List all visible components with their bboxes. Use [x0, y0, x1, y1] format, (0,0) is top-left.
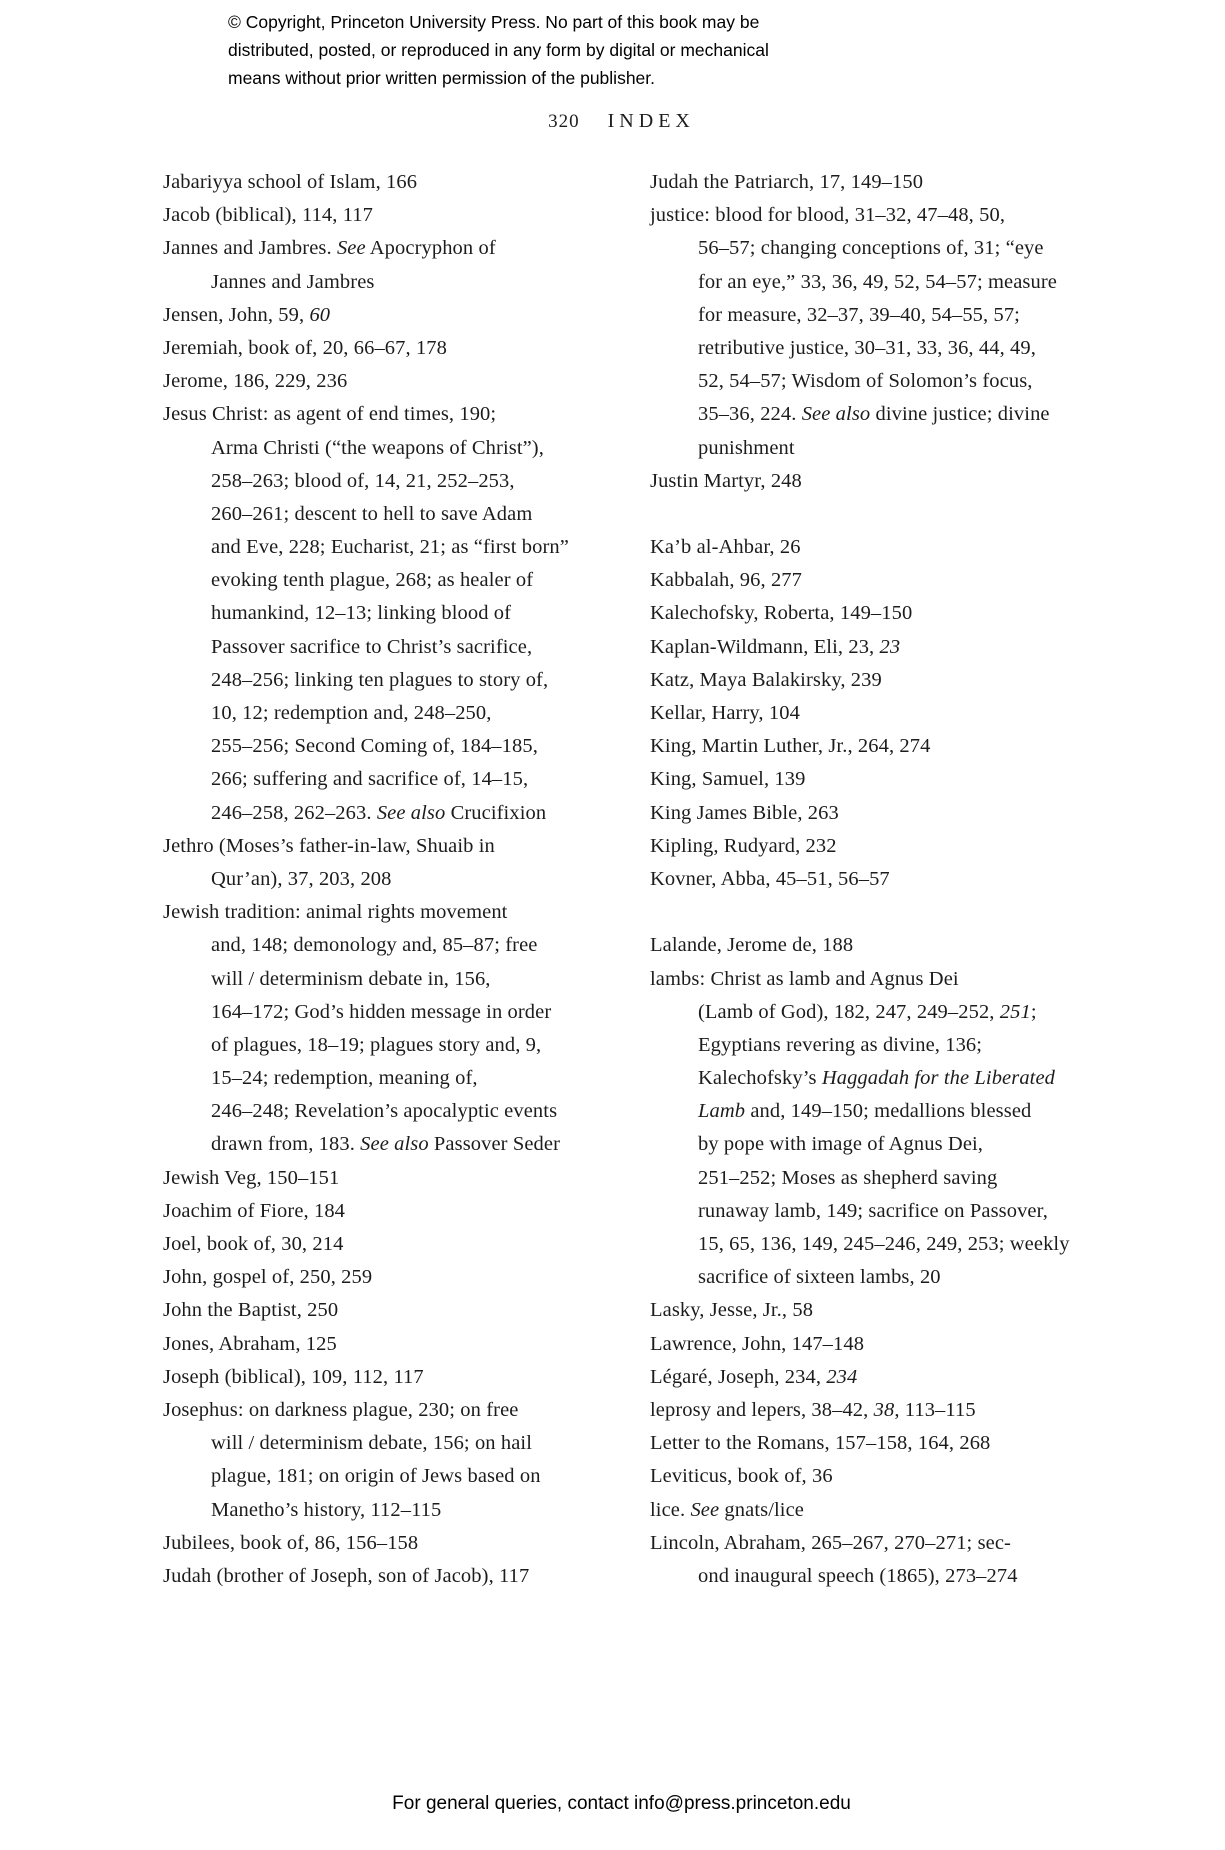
index-line: will / determinism debate, 156; on hail [211, 1432, 533, 1455]
index-line: will / determinism debate in, 156, [211, 967, 491, 990]
copyright-line: distributed, posted, or reproduced in any form by digital or mechanical [228, 40, 769, 60]
index-line: Lasky, Jesse, Jr., 58 [650, 1299, 814, 1322]
index-line: punishment [698, 436, 795, 459]
copyright-line: © Copyright, Princeton University Press. No part of this book may be [228, 12, 760, 32]
index-column-left [163, 166, 603, 1593]
index-line: for measure, 32–37, 39–40, 54–55, 57; [698, 303, 1020, 326]
index-line: Jones, Abraham, 125 [163, 1332, 337, 1355]
index-line: 52, 54–57; Wisdom of Solomon’s focus, [698, 370, 1033, 393]
index-line: King James Bible, 263 [650, 801, 839, 824]
index-line: Egyptians revering as divine, 136; [698, 1033, 983, 1056]
index-line: retributive justice, 30–31, 33, 36, 44, 49, [698, 336, 1036, 359]
index-line: 246–248; Revelation’s apocalyptic events [211, 1100, 558, 1123]
index-line: Joachim of Fiore, 184 [163, 1199, 346, 1222]
copyright-line: means without prior written permission of the publisher. [228, 68, 656, 88]
index-line: Letter to the Romans, 157–158, 164, 268 [650, 1432, 991, 1455]
index-line: King, Martin Luther, Jr., 264, 274 [650, 735, 931, 758]
index-line: Josephus: on darkness plague, 230; on free [163, 1398, 519, 1421]
index-line: lambs: Christ as lamb and Agnus Dei [650, 967, 959, 990]
index-line: and Eve, 228; Eucharist, 21; as “first born” [211, 536, 569, 559]
index-line: Kabbalah, 96, 277 [650, 569, 802, 592]
index-line: 258–263; blood of, 14, 21, 252–253, [211, 469, 515, 492]
index-line: Kaplan-Wildmann, Eli, 23, 23 [650, 635, 901, 658]
index-line: Lalande, Jerome de, 188 [650, 934, 854, 957]
index-line: 164–172; God’s hidden message in order [211, 1000, 552, 1023]
index-line: leprosy and lepers, 38–42, 38, 113–115 [650, 1398, 976, 1421]
index-line: Légaré, Joseph, 234, 234 [650, 1365, 858, 1388]
index-line: Joel, book of, 30, 214 [163, 1233, 344, 1255]
index-blank-line [650, 896, 1095, 929]
index-line: Lincoln, Abraham, 265–267, 270–271; sec- [650, 1531, 1011, 1554]
index-line: Lamb and, 149–150; medallions blessed [698, 1100, 1032, 1123]
index-line: 255–256; Second Coming of, 184–185, [211, 735, 538, 758]
index-line: Justin Martyr, 248 [650, 469, 802, 492]
footer-queries-note [163, 1793, 1080, 1815]
index-line: drawn from, 183. See also Passover Seder [211, 1133, 561, 1156]
index-line: 248–256; linking ten plagues to story of, [211, 668, 549, 691]
index-line: Jacob (biblical), 114, 117 [163, 204, 374, 227]
index-line: 266; suffering and sacrifice of, 14–15, [211, 768, 529, 791]
index-line: Jethro (Moses’s father-in-law, Shuaib in [163, 834, 495, 857]
index-line: Jewish tradition: animal rights movement [163, 901, 508, 924]
index-line: (Lamb of God), 182, 247, 249–252, 251; [698, 1000, 1037, 1023]
index-line: Lawrence, John, 147–148 [650, 1332, 865, 1355]
index-line: 15–24; redemption, meaning of, [211, 1067, 478, 1090]
index-line: humankind, 12–13; linking blood of [211, 602, 512, 625]
index-line: Judah the Patriarch, 17, 149–150 [650, 171, 924, 193]
index-line: John, gospel of, 250, 259 [163, 1266, 373, 1289]
index-line: Jannes and Jambres. See Apocryphon of [163, 237, 496, 260]
index-line: Manetho’s history, 112–115 [211, 1498, 442, 1521]
index-line: Jensen, John, 59, 60 [163, 303, 331, 326]
running-head [163, 110, 1080, 133]
index-line: John the Baptist, 250 [163, 1299, 339, 1322]
index-line: sacrifice of sixteen lambs, 20 [698, 1266, 941, 1289]
index-line: Jewish Veg, 150–151 [163, 1166, 340, 1189]
index-line: Kellar, Harry, 104 [650, 702, 800, 724]
index-line: evoking tenth plague, 268; as healer of [211, 569, 534, 592]
index-line: 246–258, 262–263. See also Crucifixion [211, 801, 547, 824]
index-line: Jabariyya school of Islam, 166 [163, 171, 418, 193]
index-line: Jubilees, book of, 86, 156–158 [163, 1531, 419, 1554]
index-line: and, 148; demonology and, 85–87; free [211, 934, 538, 957]
index-line: plague, 181; on origin of Jews based on [211, 1465, 541, 1488]
index-line: Kalechofsky, Roberta, 149–150 [650, 602, 913, 625]
index-line: Passover sacrifice to Christ’s sacrifice, [211, 635, 533, 658]
index-line: Leviticus, book of, 36 [650, 1465, 833, 1488]
copyright-notice [228, 8, 868, 92]
index-line: for an eye,” 33, 36, 49, 52, 54–57; measure [698, 270, 1057, 293]
index-title: INDEX [607, 110, 695, 132]
index-line: 56–57; changing conceptions of, 31; “eye [698, 237, 1044, 260]
index-line: Jerome, 186, 229, 236 [163, 370, 348, 393]
index-line: 10, 12; redemption and, 248–250, [211, 702, 492, 724]
index-line: of plagues, 18–19; plagues story and, 9, [211, 1033, 542, 1056]
index-line: Jeremiah, book of, 20, 66–67, 178 [163, 336, 447, 359]
index-line: 15, 65, 136, 149, 245–246, 249, 253; weekly [698, 1233, 1070, 1255]
index-line: Kalechofsky’s Haggadah for the Liberated [698, 1067, 1056, 1090]
index-line: Judah (brother of Joseph, son of Jacob), 117 [163, 1564, 530, 1587]
index-line: Jannes and Jambres [211, 270, 375, 293]
index-column-right [650, 166, 1095, 1593]
index-line: Kovner, Abba, 45–51, 56–57 [650, 867, 890, 890]
index-line: ond inaugural speech (1865), 273–274 [698, 1564, 1018, 1587]
page-number: 320 [548, 111, 580, 132]
index-line: Qur’an), 37, 203, 208 [211, 867, 392, 890]
index-line: runaway lamb, 149; sacrifice on Passover, [698, 1199, 1048, 1222]
index-line: Kipling, Rudyard, 232 [650, 834, 837, 857]
index-line: by pope with image of Agnus Dei, [698, 1133, 984, 1156]
index-line: King, Samuel, 139 [650, 768, 806, 791]
index-line: lice. See gnats/lice [650, 1498, 804, 1521]
index-line: Jesus Christ: as agent of end times, 190; [163, 403, 497, 426]
index-line: Katz, Maya Balakirsky, 239 [650, 668, 882, 691]
index-line: 35–36, 224. See also divine justice; divine [698, 403, 1050, 426]
index-line: 251–252; Moses as shepherd saving [698, 1166, 998, 1189]
index-line: 260–261; descent to hell to save Adam [211, 502, 533, 525]
index-line: Joseph (biblical), 109, 112, 117 [163, 1365, 424, 1388]
index-line: Arma Christi (“the weapons of Christ”), [211, 436, 544, 459]
index-blank-line [650, 498, 1095, 531]
index-line: justice: blood for blood, 31–32, 47–48, 50, [650, 204, 1006, 227]
index-line: Ka’b al-Ahbar, 26 [650, 536, 801, 559]
footer-text: For general queries, contact info@press.princeton.edu [392, 1793, 851, 1814]
